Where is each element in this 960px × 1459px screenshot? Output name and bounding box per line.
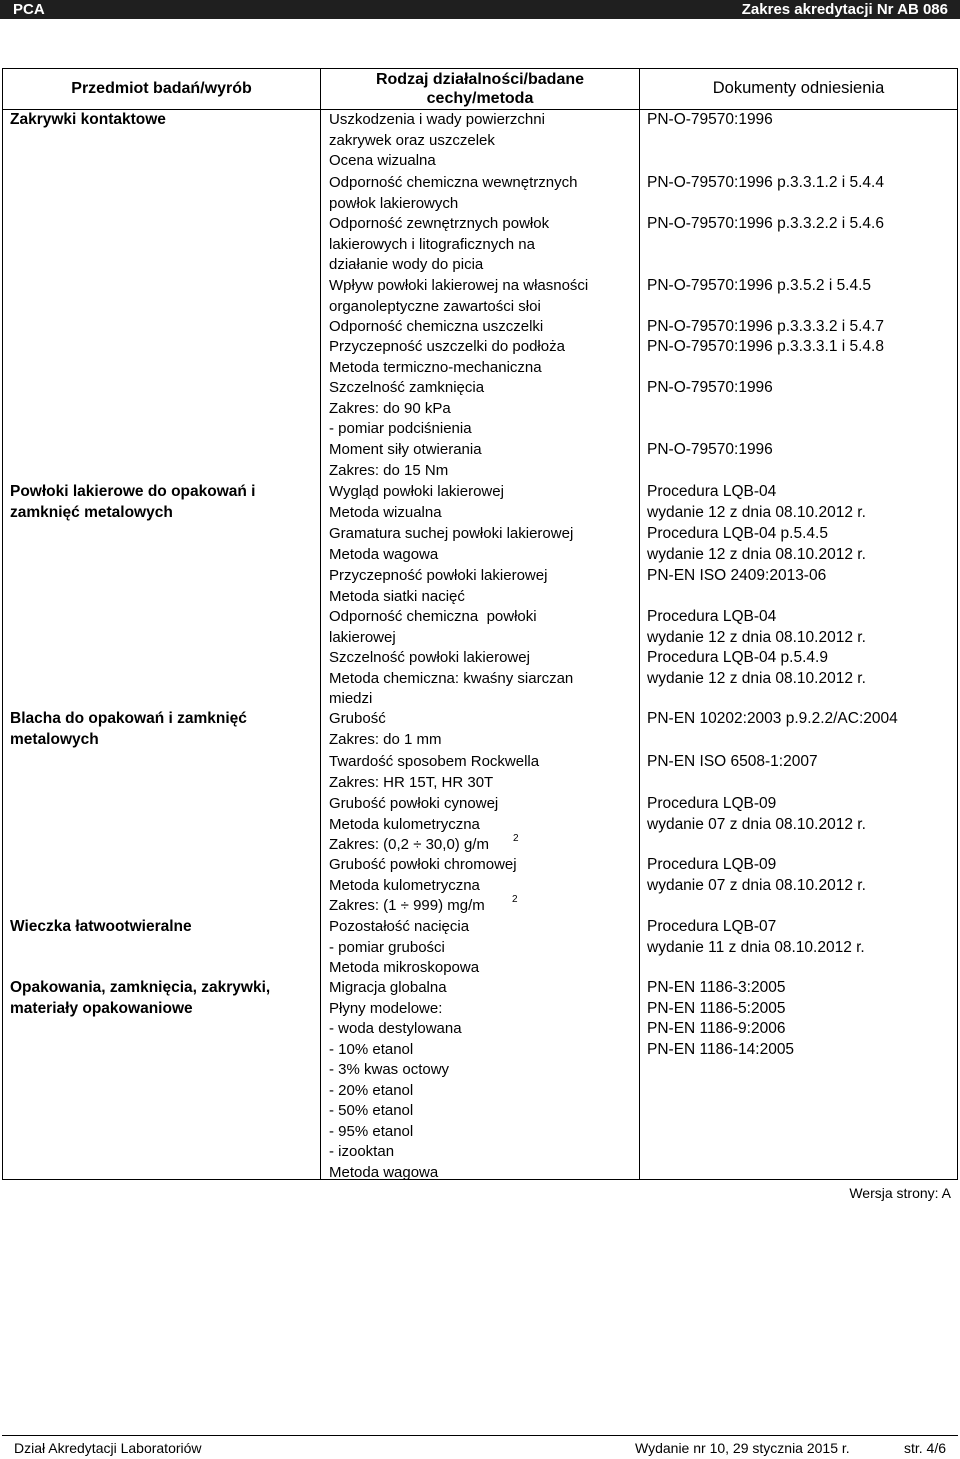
- reference-document: PN-O-79570:1996: [647, 441, 773, 458]
- activity-item: Szczelność powłoki lakierowej Metoda chemiczna: kwaśny siarczan miedzi: [329, 649, 574, 707]
- column-divider: [639, 69, 640, 1179]
- header-documents: Dokumenty odniesienia: [712, 79, 885, 97]
- activity-item: Wpływ powłoki lakierowej na własności organoleptyczne zawartości słoi: [329, 277, 589, 315]
- reference-document: Procedura LQB-09 wydanie 07 z dnia 08.10.2012 r.: [647, 795, 866, 833]
- activity-item: Odporność zewnętrznych powłok lakierowych i litograficznych na działanie wody do picia: [329, 215, 550, 273]
- unit-superscript: 2: [512, 894, 518, 905]
- footer-page-number: str. 4/6: [903, 1440, 946, 1456]
- activity-item: Przyczepność uszczelki do podłoża Metoda termiczno-mechaniczna: [329, 338, 565, 376]
- reference-document: Procedura LQB-07 wydanie 11 z dnia 08.10.2012 r.: [647, 918, 865, 956]
- header-activity: Rodzaj działalności/badane cechy/metoda: [375, 71, 585, 107]
- product-name: Wieczka łatwootwieralne: [10, 918, 192, 935]
- product-name: Blacha do opakowań i zamknięć metalowych: [10, 710, 247, 748]
- activity-item: Pozostałość nacięcia - pomiar grubości Metoda mikroskopowa: [329, 918, 480, 976]
- header-title: Zakres akredytacji Nr AB 086: [741, 1, 948, 18]
- activity-item: Odporność chemiczna wewnętrznych powłok lakierowych: [329, 174, 578, 212]
- header-org: PCA: [13, 1, 45, 18]
- activity-item: Twardość sposobem Rockwella Zakres: HR 15T, HR 30T: [329, 753, 540, 791]
- reference-document: Procedura LQB-04 wydanie 12 z dnia 08.10.2012 r.: [647, 483, 866, 521]
- activity-item: Migracja globalna Płyny modelowe: - woda destylowana - 10% etanol - 3% kwas octowy - 20% etanol - 50% etanol - 95% etanol - izooktan Metoda wagowa: [329, 979, 462, 1181]
- activity-item: Odporność chemiczna powłoki lakierowej: [329, 608, 537, 646]
- activity-item: Grubość powłoki chromowej Metoda kulometryczna Zakres: (1 ÷ 999) mg/m: [329, 856, 517, 914]
- activity-item: Odporność chemiczna uszczelki: [329, 318, 544, 335]
- activity-item: Gramatura suchej powłoki lakierowej Metoda wagowa: [329, 525, 574, 563]
- reference-document: PN-EN ISO 6508-1:2007: [647, 753, 818, 770]
- activity-item: Przyczepność powłoki lakierowej Metoda siatki nacięć: [329, 567, 548, 605]
- reference-document: PN-EN 10202:2003 p.9.2.2/AC:2004: [647, 710, 898, 727]
- column-divider: [320, 69, 321, 1179]
- product-name: Zakrywki kontaktowe: [10, 111, 166, 128]
- unit-superscript: 2: [513, 833, 519, 844]
- reference-document: PN-O-79570:1996 p.3.3.2.2 i 5.4.6: [647, 215, 884, 232]
- activity-item: Wygląd powłoki lakierowej Metoda wizualna: [329, 483, 504, 521]
- reference-document: PN-O-79570:1996 p.3.5.2 i 5.4.5: [647, 277, 872, 294]
- activity-item: Szczelność zamknięcia Zakres: do 90 kPa - pomiar podciśnienia: [329, 379, 485, 437]
- activity-item: Moment siły otwierania Zakres: do 15 Nm: [329, 441, 482, 479]
- reference-document: Procedura LQB-04 p.5.4.9 wydanie 12 z dnia 08.10.2012 r.: [647, 649, 866, 687]
- activity-item: Grubość Zakres: do 1 mm: [329, 710, 442, 748]
- footer-divider: [2, 1435, 958, 1436]
- reference-document: PN-EN ISO 2409:2013-06: [647, 567, 827, 584]
- product-name: Opakowania, zamknięcia, zakrywki, materiały opakowaniowe: [10, 979, 271, 1017]
- reference-document: PN-EN 1186-3:2005 PN-EN 1186-5:2005 PN-EN 1186-9:2006 PN-EN 1186-14:2005: [647, 979, 795, 1058]
- reference-document: Procedura LQB-09 wydanie 07 z dnia 08.10.2012 r.: [647, 856, 866, 894]
- reference-document: PN-O-79570:1996 p.3.3.3.2 i 5.4.7: [647, 318, 884, 335]
- activity-item: Uszkodzenia i wady powierzchni zakrywek oraz uszczelek Ocena wizualna: [329, 111, 545, 169]
- reference-document: PN-O-79570:1996: [647, 111, 773, 128]
- page-header-bar: [0, 0, 960, 19]
- page-version: Wersja strony: A: [849, 1185, 951, 1201]
- reference-document: PN-O-79570:1996 p.3.3.3.1 i 5.4.8: [647, 338, 884, 355]
- reference-document: Procedura LQB-04 wydanie 12 z dnia 08.10.2012 r.: [647, 608, 866, 646]
- activity-item: Grubość powłoki cynowej Metoda kulometryczna Zakres: (0,2 ÷ 30,0) g/m: [329, 795, 499, 853]
- footer-department: Dział Akredytacji Laboratoriów: [14, 1440, 202, 1456]
- header-subject: Przedmiot badań/wyrób: [71, 80, 252, 97]
- reference-document: PN-O-79570:1996 p.3.3.1.2 i 5.4.4: [647, 174, 884, 191]
- product-name: Powłoki lakierowe do opakowań i zamknięć metalowych: [10, 483, 256, 521]
- reference-document: Procedura LQB-04 p.5.4.5 wydanie 12 z dnia 08.10.2012 r.: [647, 525, 866, 563]
- footer-edition: Wydanie nr 10, 29 stycznia 2015 r.: [635, 1440, 850, 1456]
- reference-document: PN-O-79570:1996: [647, 379, 773, 396]
